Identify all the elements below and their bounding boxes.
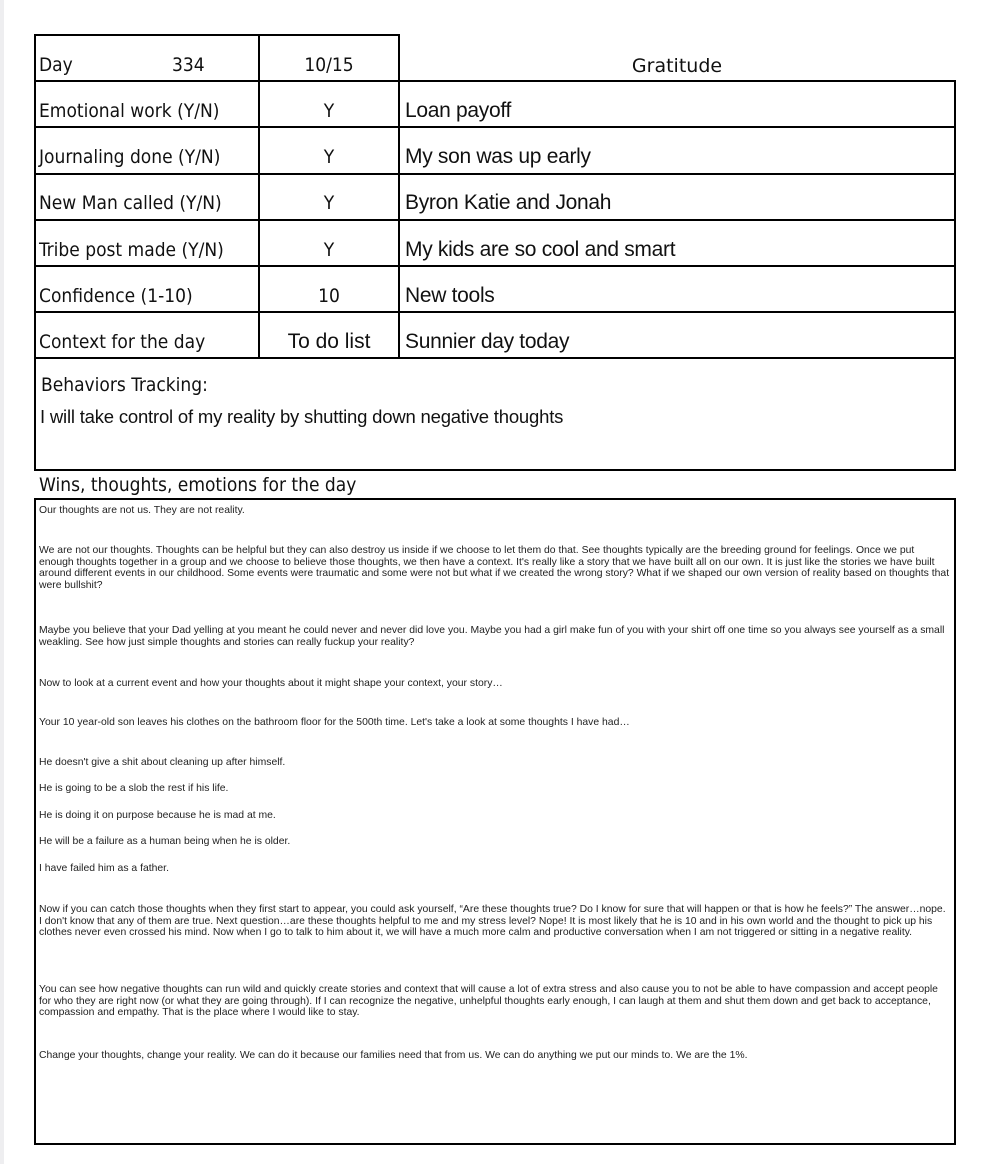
gratitude-item: Byron Katie and Jonah	[405, 191, 612, 214]
table-border	[34, 219, 956, 221]
table-border	[34, 357, 956, 359]
date: 10/15	[304, 54, 354, 76]
row-value: Y	[323, 100, 335, 122]
row-label: Confidence (1-10)	[39, 285, 193, 307]
wins-paragraph: Now to look at a current event and how your thoughts about it might shape your context, your story…	[39, 678, 503, 689]
row-label: Context for the day	[39, 331, 206, 353]
day-number: 334	[172, 54, 205, 76]
page-margin	[0, 0, 4, 1164]
thought-item: He will be a failure as a human being when he is older.	[39, 836, 291, 847]
row-value: 10	[318, 285, 340, 307]
wins-paragraph: Change your thoughts, change your reality. We can do it because our families need that from us. We can do anything we put our minds to. We are the 1%.	[39, 1050, 748, 1061]
gratitude-heading: Gratitude	[631, 55, 723, 77]
row-label: New Man called (Y/N)	[39, 192, 222, 214]
wins-heading: Wins, thoughts, emotions for the day	[39, 474, 357, 496]
table-border	[34, 173, 956, 175]
row-value: Y	[323, 192, 335, 214]
table-border	[398, 34, 400, 359]
wins-paragraph: Maybe you believe that your Dad yelling at you meant he could never and never did love you. Maybe you had a girl make fun of you with your shirt off one time so you always see yourself as a small weakling. See how just simple thoughts and stories can really fuckup your reality?	[39, 625, 945, 648]
wins-paragraph: You can see how negative thoughts can run wild and quickly create stories and context that will cause a lot of extra stress and also cause you to not be able to have compassion and accept people for who they are right now (or what they are going through). If I can recognize the negative, unhelpful thoughts early enough, I can laugh at them and shut them down and get back to acceptance, compassion and empathy. That is the place where I would like to stay.	[39, 984, 938, 1018]
row-label: Tribe post made (Y/N)	[39, 239, 224, 261]
wins-paragraph: Your 10 year-old son leaves his clothes on the bathroom floor for the 500th time. Let's take a look at some thoughts I have had…	[39, 717, 630, 728]
wins-paragraph: Our thoughts are not us. They are not reality.	[39, 505, 245, 516]
table-border	[34, 311, 956, 313]
thought-item: He is doing it on purpose because he is mad at me.	[39, 810, 276, 821]
wins-textbox[interactable]	[34, 498, 956, 1145]
thought-item: He doesn't give a shit about cleaning up after himself.	[39, 757, 286, 768]
gratitude-item: Loan payoff	[405, 99, 512, 122]
table-border	[34, 34, 400, 36]
row-value: To do list	[287, 330, 371, 353]
behaviors-text: I will take control of my reality by shutting down negative thoughts	[40, 406, 564, 427]
thought-item: I have failed him as a father.	[39, 863, 169, 874]
table-border	[34, 80, 956, 82]
gratitude-item: My son was up early	[405, 145, 591, 168]
row-label: Emotional work (Y/N)	[39, 100, 220, 122]
table-border	[34, 265, 956, 267]
wins-paragraph: Now if you can catch those thoughts when they first start to appear, you could ask yourself, “Are these thoughts true? Do I know for sure that will happen or that is how he feels?” The answer…nope. I don't know that any of them are true. Next question…are these thoughts helpful to me and my stress level? Nope! It is most likely that he is 10 and in his own world and the thought to pick up his clothes never even crossed his mind. Now when I go to talk to him about it, we will have a much more calm and productive conversation when I am not triggered or sitting in a negative reality.	[39, 904, 946, 938]
gratitude-item: Sunnier day today	[405, 330, 570, 353]
table-border	[34, 126, 956, 128]
table-border	[954, 80, 956, 471]
wins-paragraph: We are not our thoughts. Thoughts can be helpful but they can also destroy us inside if we choose to let them do that. See thoughts typically are the breeding ground for feelings. Once we put enough thoughts together in a group and we choose to believe those thoughts, we then have a context. It's really like a story that we have built all on our own. It is just like the stories we have built around different events in our childhood. Some events were traumatic and some were not but what if we created the wrong story? What if we shaped our own version of reality based on thoughts that were bullshit?	[39, 545, 950, 591]
row-value: Y	[323, 239, 335, 261]
day-label: Day	[39, 54, 73, 76]
table-border	[34, 469, 956, 471]
gratitude-item: New tools	[405, 284, 495, 307]
row-value: Y	[323, 146, 335, 168]
behaviors-heading: Behaviors Tracking:	[41, 374, 208, 396]
thought-item: He is going to be a slob the rest if his life.	[39, 783, 229, 794]
gratitude-item: My kids are so cool and smart	[405, 238, 676, 261]
table-border	[34, 34, 36, 471]
row-label: Journaling done (Y/N)	[39, 146, 221, 168]
